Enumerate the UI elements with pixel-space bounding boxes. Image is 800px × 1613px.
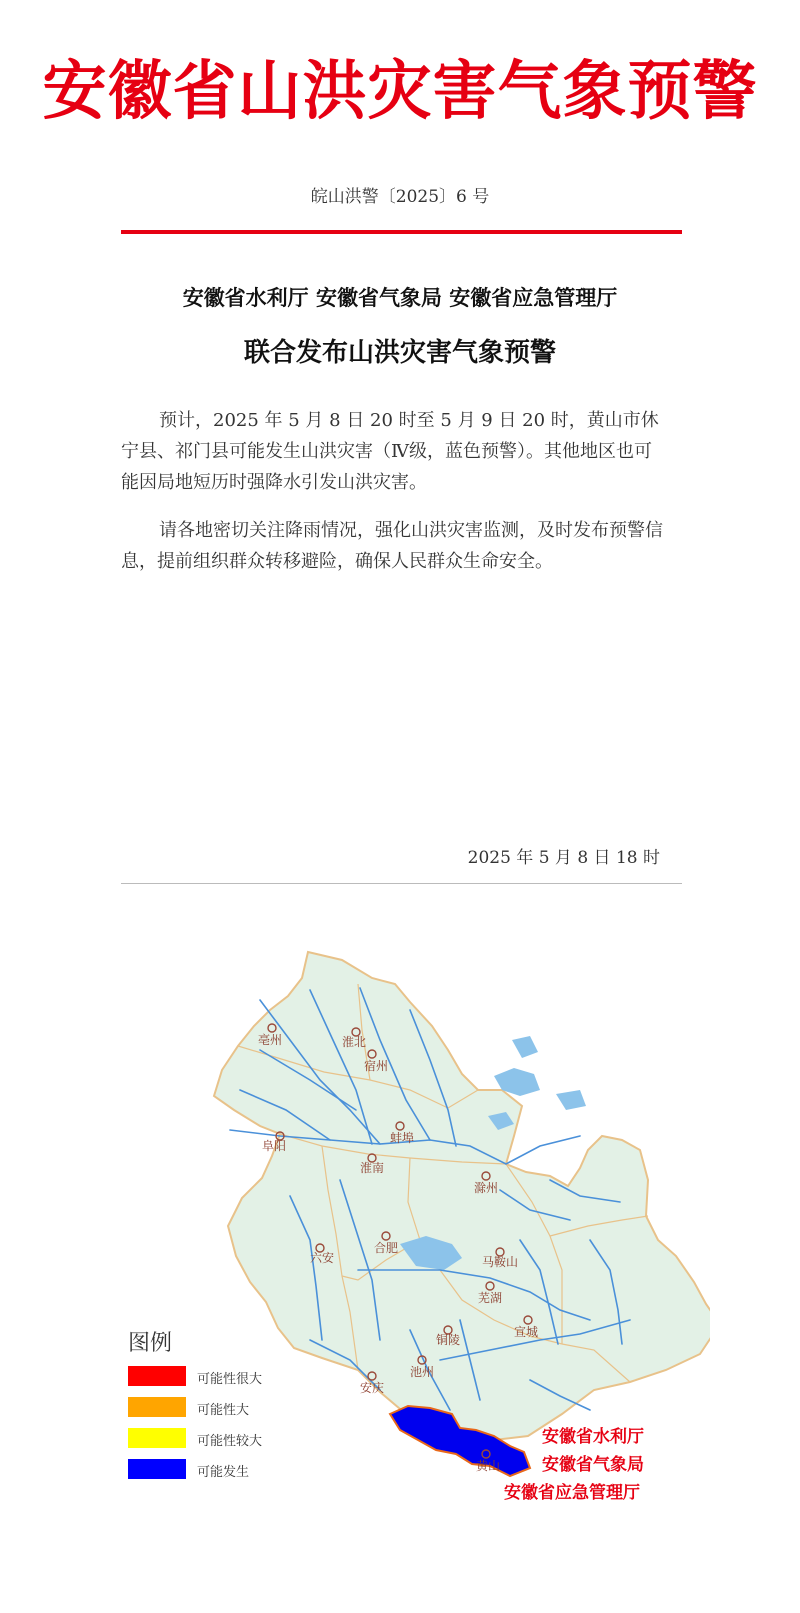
stamp-emergency-management: 安徽省应急管理厅 <box>504 1483 640 1503</box>
legend-swatch-red <box>128 1366 186 1386</box>
legend-label: 可能发生 <box>197 1465 250 1480</box>
city-label: 铜陵 <box>436 1333 461 1347</box>
city-label: 安庆 <box>360 1381 385 1395</box>
announcement-subtitle: 联合发布山洪灾害气象预警 <box>243 338 556 368</box>
city-label: 蚌埠 <box>390 1131 415 1145</box>
document-title: 安徽省山洪灾害气象预警 <box>42 54 758 129</box>
legend-label: 可能性较大 <box>197 1434 263 1449</box>
legend-title: 图例 <box>128 1331 173 1356</box>
city-label: 亳州 <box>258 1033 283 1047</box>
city-label: 池州 <box>410 1365 435 1379</box>
province-outline <box>214 952 710 1440</box>
legend-label: 可能性很大 <box>197 1372 263 1387</box>
city-label: 滁州 <box>474 1181 499 1195</box>
city-label: 阜阳 <box>262 1139 287 1153</box>
instruction-paragraph: 请各地密切关注降雨情况，强化山洪灾害监测，及时发布预警信息，提前组织群众转移避险，确保人民群众生命安全。 <box>121 520 663 572</box>
city-label: 淮南 <box>360 1161 385 1175</box>
city-label: 淮北 <box>342 1035 367 1049</box>
warning-paragraph: 预计，2025 年 5 月 8 日 20 时至 5 月 9 日 20 时，黄山市休宁县、祁门县可能发生山洪灾害（Ⅳ级，蓝色预警）。其他地区也可能因局地短历时强降水引发山洪灾害。 <box>121 410 659 493</box>
city-label: 合肥 <box>374 1241 399 1255</box>
city-label: 黄山 <box>476 1459 501 1473</box>
legend-label: 可能性大 <box>197 1403 250 1418</box>
legend-swatch-yellow <box>128 1428 186 1448</box>
city-label: 马鞍山 <box>482 1255 519 1269</box>
legend-swatch-orange <box>128 1397 186 1417</box>
document-number: 皖山洪警〔2025〕6 号 <box>310 187 490 207</box>
legend-swatch-blue <box>128 1459 186 1479</box>
issue-date: 2025 年 5 月 8 日 18 时 <box>467 848 660 868</box>
city-label: 宿州 <box>364 1059 389 1073</box>
stamp-water-resources: 安徽省水利厅 <box>542 1427 644 1447</box>
gray-divider <box>121 883 682 884</box>
issuing-agencies: 安徽省水利厅 安徽省气象局 安徽省应急管理厅 <box>182 286 618 310</box>
stamp-meteorology: 安徽省气象局 <box>542 1455 644 1475</box>
city-label: 宣城 <box>514 1325 539 1339</box>
red-divider <box>121 230 682 234</box>
city-label: 六安 <box>310 1251 335 1265</box>
city-label: 芜湖 <box>478 1291 503 1305</box>
